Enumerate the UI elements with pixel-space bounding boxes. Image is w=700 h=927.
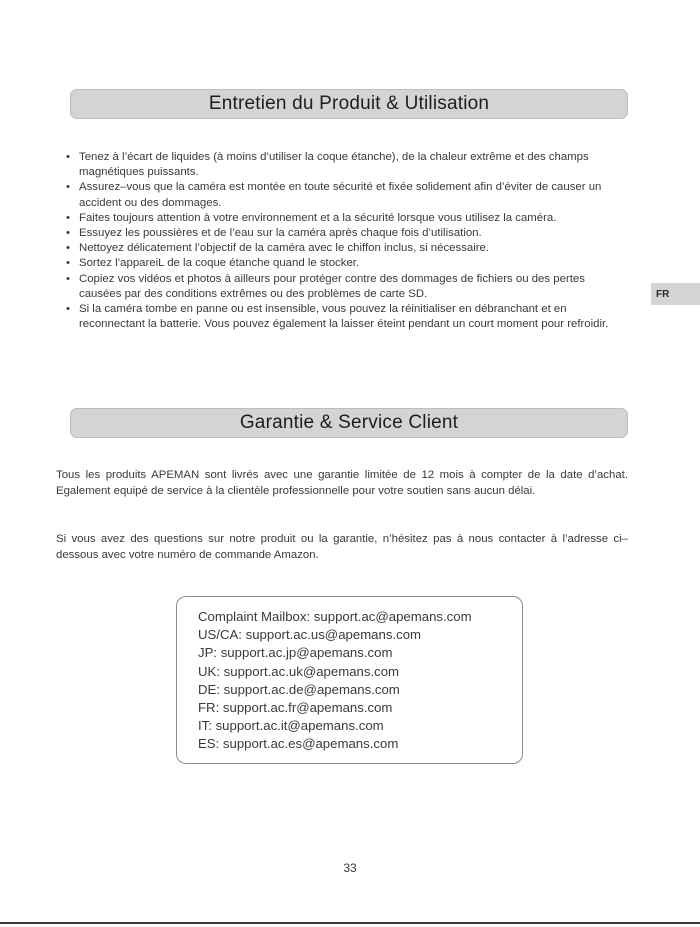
list-item (66, 256, 626, 271)
contact-jp: JP: support.ac.jp@apemans.com (198, 645, 393, 661)
warranty-paragraph: Tous les produits APEMAN sont livrés avec une garantie limitée de 12 mois à compter de la date d’achat. Egalement equipé de service à la clientèle professionnelle pour votre soutien sans aucun délai. (56, 469, 628, 497)
contact-uk: UK: support.ac.uk@apemans.com (198, 663, 400, 679)
list-item (66, 302, 626, 332)
contact-paragraph: Si vous avez des questions sur notre produit ou la garantie, n’hésitez pas à nous contacter à l’adresse ci–dessous avec votre numéro de commande Amazon. (56, 533, 628, 561)
contact-de: DE: support.ac.de@apemans.com (198, 681, 400, 697)
contact-us-ca: US/CA: support.ac.us@apemans.com (198, 627, 422, 643)
contact-complaint-mailbox: Complaint Mailbox: support.ac@apemans.com (198, 609, 472, 624)
bullet-text: Copiez vos vidéos et photos à ailleurs pour protéger contre des dommages de fichiers ou des pertes causées par des conditions extrêmes ou des problèmes de carte SD. (79, 272, 585, 300)
bullet-icon: • (66, 242, 70, 255)
contact-box (176, 596, 523, 764)
section-header-warranty (70, 408, 628, 438)
list-item (66, 226, 626, 241)
bullet-text: Assurez–vous que la caméra est montée en toute sécurité et fixée solidement afin d’éviter de causer un accident ou des dommages. (79, 181, 602, 209)
bullet-text: Tenez à l’écart de liquides (à moins d’utiliser la coque étanche), de la chaleur extrême et des champs magnétiques puissants. (79, 151, 589, 179)
page-number: 33 (343, 861, 357, 875)
care-bullet-list (66, 150, 626, 332)
bullet-icon: • (66, 272, 70, 285)
section-title-warranty: Garantie & Service Client (239, 412, 459, 433)
bullet-text: Sortez l’appareiL de la coque étanche quand le stocker. (79, 257, 360, 270)
bullet-text: Faites toujours attention à votre environnement et a la sécurité lorsque vous utilisez la caméra. (79, 211, 557, 224)
bullet-icon: • (66, 211, 70, 224)
list-item (66, 272, 626, 302)
section-header-care (70, 89, 628, 119)
section-title-care: Entretien du Produit & Utilisation (208, 93, 490, 114)
contact-it: IT: support.ac.it@apemans.com (198, 718, 384, 734)
bullet-icon: • (66, 303, 70, 316)
list-item (66, 211, 626, 226)
list-item (66, 180, 626, 210)
bullet-text: Essuyez les poussières et de l’eau sur la caméra après chaque fois d’utilisation. (79, 227, 482, 240)
list-item (66, 150, 626, 180)
bullet-icon: • (66, 181, 70, 194)
bullet-text: Nettoyez délicatement l’objectif de la caméra avec le chiffon inclus, si nécessaire. (79, 242, 490, 255)
language-tab (651, 283, 700, 305)
bullet-icon: • (66, 257, 70, 270)
contact-fr: FR: support.ac.fr@apemans.com (198, 700, 393, 716)
bullet-icon: • (66, 227, 70, 240)
bottom-divider (0, 922, 700, 924)
language-tab-label: FR (656, 288, 670, 300)
bullet-text: Si la caméra tombe en panne ou est insensible, vous pouvez la réinitialiser en débranchant et en reconnectant la batterie. Vous pouvez également la laisser éteint pendant un court moment pour refroidir. (79, 303, 609, 331)
contact-es: ES: support.ac.es@apemans.com (198, 736, 399, 752)
list-item (66, 241, 626, 256)
bullet-icon: • (66, 151, 70, 163)
